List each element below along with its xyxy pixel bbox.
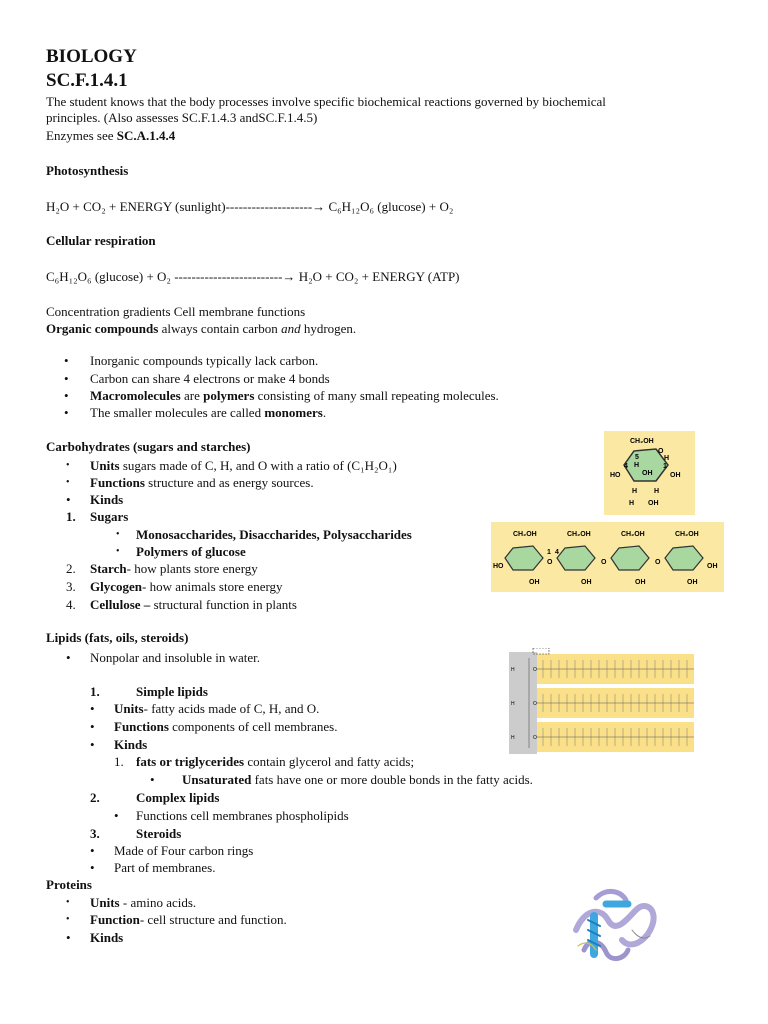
o-label: O	[533, 735, 537, 741]
ch2oh-label: CH₂OH	[513, 531, 537, 538]
glycogen-label: Glycogen	[90, 579, 142, 594]
ch2oh-label: CH₂OH	[567, 531, 591, 538]
proteins-units	[90, 895, 196, 911]
fats-line	[136, 754, 414, 770]
bullet-dot: •	[90, 719, 95, 734]
list-number: 4.	[66, 597, 76, 612]
list-number: 1.	[114, 754, 124, 769]
oh-label: OH	[581, 579, 592, 586]
bullet-dot: •	[64, 371, 69, 386]
bullet-dot: •	[66, 914, 70, 925]
sugars-label: Sugars	[90, 509, 129, 524]
list-text: The smaller molecules are called	[90, 405, 265, 420]
lipids-heading: Lipids (fats, oils, steroids)	[46, 630, 189, 645]
list-number: 2.	[66, 561, 76, 576]
macromolecules-term: Macromolecules	[90, 388, 181, 403]
bullet-dot: •	[64, 405, 69, 420]
carbon-number: 5	[635, 454, 639, 461]
function-label: Function	[90, 912, 140, 927]
oh-label: OH	[648, 500, 659, 507]
bullet-dot: •	[150, 772, 155, 787]
triglyceride-image	[509, 648, 694, 754]
oh-label: OH	[635, 579, 646, 586]
list-number: 3.	[90, 826, 100, 841]
units-text: sugars made of C, H, and O with a ratio of (C₁H₂O₁)	[119, 458, 397, 473]
carbon-number: 4	[555, 549, 559, 556]
carbon-number: 1	[663, 463, 667, 470]
ho-label: HO	[610, 472, 621, 479]
ho-label: HO	[493, 563, 504, 570]
h-label: H	[654, 488, 660, 495]
list-text: are	[180, 388, 204, 403]
lipids-units	[114, 701, 319, 717]
enzymes-prefix: Enzymes see	[46, 128, 117, 143]
functions-label: Functions	[90, 475, 145, 490]
protein-strand	[596, 891, 626, 900]
bullet-dot: •	[66, 477, 70, 488]
fats-label: fats or triglycerides	[136, 754, 245, 769]
list-item: Inorganic compounds typically lack carbon.	[90, 353, 319, 368]
monomers-term: monomers	[264, 405, 323, 420]
photosynthesis-eq-right: C₆H₁₂O₆ (glucose) + O₂	[328, 199, 454, 214]
organic-mid: always contain carbon	[158, 321, 282, 336]
h-label: H	[511, 667, 515, 673]
bullet-dot: •	[90, 701, 95, 716]
cellulose-label: Cellulose –	[90, 597, 151, 612]
unsaturated-line	[182, 772, 533, 788]
rings-line: Made of Four carbon rings	[114, 843, 254, 858]
proteins-function	[90, 912, 287, 928]
bullet-dot: •	[90, 737, 95, 752]
respiration-eq-left: C₆H₁₂O₆ (glucose) + O₂ -------------------------→	[46, 269, 299, 284]
ch2oh-label: CH₂OH	[621, 531, 645, 538]
o-label: O	[601, 559, 607, 566]
proteins-heading: Proteins	[46, 877, 92, 892]
organic-bold: Organic compounds	[46, 321, 159, 336]
h-label: H	[511, 735, 515, 741]
o-label: O	[655, 559, 661, 566]
enzymes-line	[46, 128, 175, 144]
respiration-equation	[46, 269, 460, 285]
cellulose-line	[90, 597, 297, 613]
list-number: 1.	[66, 509, 76, 524]
intro-line-1: The student knows that the body processes involve specific biochemical reactions governed by biochemical	[46, 94, 606, 109]
membranes-line: Part of membranes.	[114, 860, 216, 875]
glycogen-text: - how animals store energy	[142, 579, 283, 594]
o-label: O	[658, 448, 664, 455]
list-item: Carbon can share 4 electrons or make 4 bonds	[90, 371, 330, 386]
bullet-dot: •	[66, 492, 71, 507]
unsaturated-label: Unsaturated	[182, 772, 252, 787]
carbs-kinds: Kinds	[90, 492, 124, 507]
ch2oh-label: CH₂OH	[630, 438, 654, 445]
function-text: - cell structure and function.	[139, 912, 287, 927]
units-label: Units	[114, 701, 144, 716]
functions-label: Functions	[114, 719, 169, 734]
carbs-functions	[90, 475, 314, 491]
units-text: - fatty acids made of C, H, and O.	[143, 701, 320, 716]
oh-label: OH	[687, 579, 698, 586]
units-label: Units	[90, 458, 120, 473]
list-text: consisting of many small repeating molecules.	[254, 388, 499, 403]
polymers-term: polymers	[203, 388, 255, 403]
bullet-dot: •	[90, 843, 95, 858]
list-number: 2.	[90, 790, 100, 805]
glucose-molecule-image	[604, 431, 695, 515]
unsaturated-text: fats have one or more double bonds in the fatty acids.	[251, 772, 533, 787]
respiration-heading: Cellular respiration	[46, 233, 156, 248]
list-number: 3.	[66, 579, 76, 594]
respiration-eq-right: H₂O + CO₂ + ENERGY (ATP)	[298, 269, 460, 284]
steroids-label: Steroids	[136, 826, 182, 841]
simple-lipids-label: Simple lipids	[136, 684, 208, 699]
list-item	[90, 388, 499, 404]
starch-text: - how plants store energy	[126, 561, 258, 576]
bullet-dot: •	[66, 460, 70, 471]
carbohydrates-heading: Carbohydrates (sugars and starches)	[46, 439, 251, 454]
oh-label: OH	[707, 563, 718, 570]
starch-line	[90, 561, 258, 577]
lipids-kinds: Kinds	[114, 737, 148, 752]
photosynthesis-equation	[46, 199, 453, 215]
bullet-dot: •	[64, 388, 69, 403]
o-label: O	[533, 701, 537, 707]
enzymes-ref: SC.A.1.4.4	[116, 128, 176, 143]
oh-label: OH	[529, 579, 540, 586]
fats-text: contain glycerol and fatty acids;	[244, 754, 415, 769]
list-item	[90, 405, 326, 421]
units-text: - amino acids.	[119, 895, 197, 910]
ch2oh-label: CH₂OH	[675, 531, 699, 538]
starch-chain-image	[491, 522, 724, 592]
starch-label: Starch	[90, 561, 127, 576]
bullet-dot: •	[66, 650, 71, 665]
intro-line-2: principles. (Also assesses SC.F.1.4.3 andSC.F.1.4.5)	[46, 110, 318, 125]
photosynthesis-eq-left: H₂O + CO₂ + ENERGY (sunlight)--------------------→	[46, 199, 329, 214]
bullet-dot: •	[116, 529, 120, 540]
polymers-glucose-line: Polymers of glucose	[136, 544, 246, 559]
carbs-units	[90, 458, 397, 474]
list-text: .	[322, 405, 327, 420]
h-label: H	[629, 500, 635, 507]
bullet-dot: •	[114, 808, 119, 823]
organic-end: hydrogen.	[300, 321, 357, 336]
bullet-dot: •	[66, 897, 70, 908]
glycogen-line	[90, 579, 283, 595]
functions-text: components of cell membranes.	[168, 719, 338, 734]
oh-label: OH	[642, 470, 653, 477]
photosynthesis-heading: Photosynthesis	[46, 163, 129, 178]
functions-text: structure and as energy sources.	[144, 475, 314, 490]
concentration-line: Concentration gradients Cell membrane functions	[46, 304, 306, 319]
saccharides-line: Monosaccharides, Disaccharides, Polysaccharides	[136, 527, 412, 542]
complex-lipids-item: Functions cell membranes phospholipids	[136, 808, 349, 823]
units-label: Units	[90, 895, 120, 910]
o-label: O	[533, 667, 537, 673]
list-number: 1.	[90, 684, 100, 699]
page-title: BIOLOGY	[46, 46, 137, 67]
h-label: H	[632, 488, 638, 495]
protein-structure-image	[566, 880, 664, 968]
bullet-dot: •	[116, 546, 120, 557]
h-label: H	[664, 455, 670, 462]
oh-label: OH	[670, 472, 681, 479]
complex-lipids-label: Complex lipids	[136, 790, 220, 805]
bullet-dot: •	[66, 930, 71, 945]
lipids-functions	[114, 719, 338, 735]
h-label: H	[634, 462, 640, 469]
nonpolar-line: Nonpolar and insoluble in water.	[90, 650, 261, 665]
bullet-dot: •	[90, 860, 95, 875]
carbon-number: 4	[624, 463, 628, 470]
cellulose-text: structural function in plants	[150, 597, 297, 612]
h-label: H	[511, 701, 515, 707]
bullet-dot: •	[64, 353, 69, 368]
organic-italic: and	[281, 321, 301, 336]
standard-code: SC.F.1.4.1	[46, 70, 128, 91]
o-label: O	[547, 559, 553, 566]
carbon-number: 1	[547, 549, 551, 556]
proteins-kinds: Kinds	[90, 930, 124, 945]
organic-line	[46, 321, 356, 337]
protein-strand	[576, 906, 654, 944]
